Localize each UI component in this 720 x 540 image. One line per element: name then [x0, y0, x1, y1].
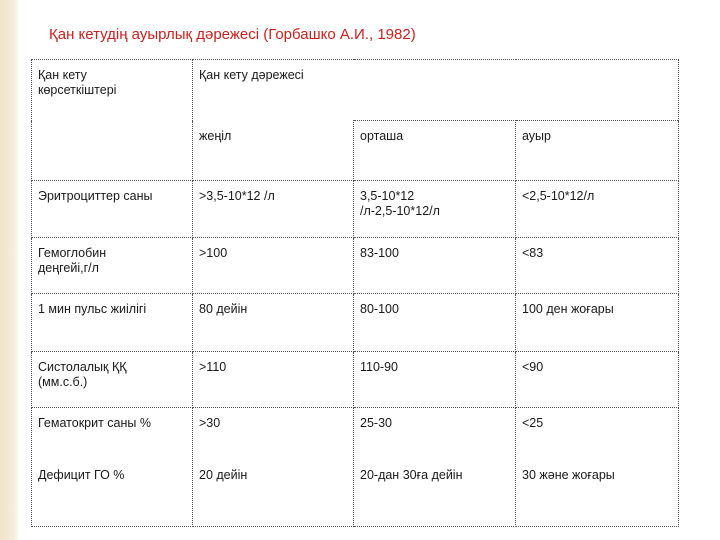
row-name-line1: Эритроциттер саны	[38, 189, 153, 203]
header-level-mild: жеңіл	[193, 121, 354, 181]
row-name-cell	[32, 238, 193, 294]
row-name-line1: 1 мин пульс жиілігі	[38, 302, 147, 316]
table-header-row	[32, 60, 679, 121]
last-row-severe-cell	[516, 408, 679, 527]
blood-loss-severity-table	[31, 59, 679, 527]
last-row-moderate-cell	[354, 408, 516, 527]
row-name-line2: (мм.с.б.)	[38, 375, 88, 389]
row-moderate-line1: 83-100	[360, 246, 399, 260]
table-row	[32, 352, 679, 408]
deficit-moderate: 20-дан 30ға дейін	[360, 468, 463, 482]
hematocrit-moderate: 25-30	[360, 416, 392, 430]
table-row	[32, 181, 679, 238]
row-moderate-cell	[354, 352, 516, 408]
row-name-line1: Систолалық ҚҚ	[38, 360, 127, 374]
table-row	[32, 294, 679, 352]
header-level-moderate: орташа	[354, 121, 516, 181]
row-name-cell	[32, 181, 193, 238]
hematocrit-mild: >30	[199, 416, 221, 430]
row-moderate-line1: 110-90	[360, 360, 398, 374]
header-level-severe: ауыр	[516, 121, 679, 181]
row-moderate-cell	[354, 181, 516, 238]
row-mild-cell: >3,5-10*12 /л	[193, 181, 354, 238]
row-moderate-cell	[354, 238, 516, 294]
row-name-cell	[32, 294, 193, 352]
row-severe-cell: <90	[516, 352, 679, 408]
last-row-name-cell	[32, 408, 193, 527]
header-indicator-line1: Қан кету	[38, 68, 87, 82]
row-name-line2: деңгейі,г/л	[38, 261, 99, 275]
table-row	[32, 238, 679, 294]
row-name-cell	[32, 352, 193, 408]
deficit-severe: 30 және жоғары	[522, 468, 615, 482]
hematocrit-name: Гематокрит саны %	[38, 416, 151, 430]
row-name-line1: Гемоглобин	[38, 246, 107, 260]
row-moderate-cell	[354, 294, 516, 352]
hematocrit-severe: <25	[522, 416, 544, 430]
row-mild-cell: 80 дейін	[193, 294, 354, 352]
table-row-hematocrit-deficit	[32, 408, 679, 527]
row-moderate-line2: /л-2,5-10*12/л	[360, 204, 440, 218]
deficit-name: Дефицит ГО %	[38, 468, 125, 482]
header-degree-cell: Қан кету дәрежесі	[193, 60, 679, 121]
row-moderate-line1: 80-100	[360, 302, 399, 316]
row-severe-cell: <83	[516, 238, 679, 294]
row-severe-cell: 100 ден жоғары	[516, 294, 679, 352]
decorative-left-band	[0, 0, 20, 540]
row-mild-cell: >100	[193, 238, 354, 294]
header-indicator-cell	[32, 60, 193, 181]
row-mild-cell: >110	[193, 352, 354, 408]
row-severe-cell: <2,5-10*12/л	[516, 181, 679, 238]
slide-title: Қан кетудің ауырлық дәрежесі (Горбашко А.И., 1982)	[49, 26, 416, 43]
last-row-mild-cell	[193, 408, 354, 527]
header-indicator-line2: көрсеткіштері	[38, 83, 117, 97]
deficit-mild: 20 дейін	[199, 468, 248, 482]
row-moderate-line1: 3,5-10*12	[360, 189, 415, 203]
